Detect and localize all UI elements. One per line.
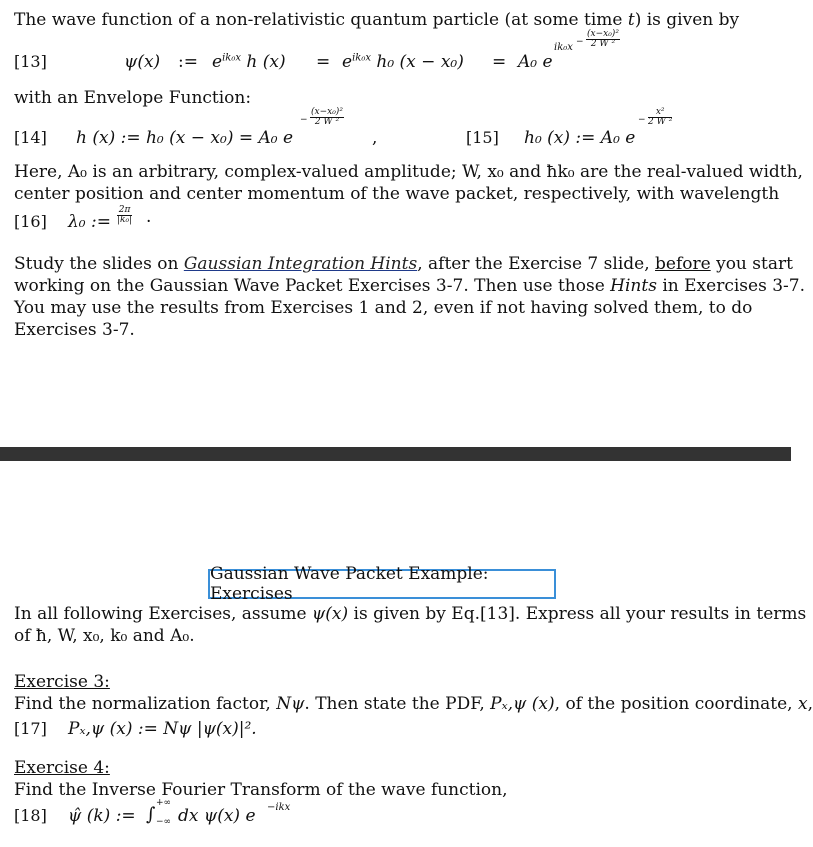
- exercise4-title: Exercise 4:: [14, 758, 110, 778]
- gaussian-hints-link[interactable]: Gaussian Integration Hints: [183, 254, 418, 274]
- eq18-exponent: −ikx: [267, 802, 291, 813]
- exercises-title-box: [208, 564, 556, 604]
- eq18-lhs: ψ̂ (k) :=: [68, 806, 136, 826]
- para2-line2: working on the Gaussian Wave Packet Exercises 3-7. Then use those Hints in Exercises 3-7.: [14, 276, 805, 296]
- eq13-exponent-fraction: − (x−x₀)² 2 W ²: [576, 29, 619, 49]
- eq15-body: h₀ (x) := A₀ e: [524, 128, 636, 148]
- para2-line1: Study the slides on Gaussian Integration Hints, after the Exercise 7 slide, before you start: [14, 254, 793, 274]
- exercises-title: Gaussian Wave Packet Example: Exercises: [210, 564, 489, 604]
- eq18-lower-limit: −∞: [156, 817, 172, 827]
- eq17-label: [17]: [14, 719, 47, 738]
- eq14-body: h (x) := h₀ (x − x₀) = A₀ e: [76, 128, 294, 148]
- para2-line3: You may use the results from Exercises 1 and 2, even if not having solved them, to do: [14, 298, 753, 318]
- eq13-equals-2: =: [492, 52, 507, 72]
- slide-separator: [0, 447, 791, 461]
- eq17-body: Pₓ,ψ (x) := Nψ |ψ(x)|².: [68, 719, 257, 739]
- eq16-dot: ·: [146, 212, 152, 232]
- eq15-exponent-fraction: − x² 2 W ²: [638, 107, 673, 127]
- eq13-exponent-ik: ik₀x: [554, 42, 573, 53]
- eq15-label: [15]: [466, 128, 499, 147]
- eq16-fraction: $\frac{2\pi}{\text{|k₀|}}$: [117, 205, 133, 225]
- eq18-label: [18]: [14, 806, 47, 825]
- eq13-part2: $e^{ik_0x}$ h₀ (x − x₀): [342, 52, 464, 72]
- eq13-part3: A₀ e: [518, 52, 553, 72]
- slide2-intro-line1: In all following Exercises, assume ψ(x) is given by Eq.[13]. Express all your results in terms: [14, 604, 807, 624]
- intro-line: The wave function of a non-relativistic quantum particle (at some time t) is given by: [14, 10, 740, 30]
- eq18-upper-limit: +∞: [156, 798, 172, 808]
- eq16-lambda: λ₀ :=: [68, 212, 111, 232]
- eq14-label: [14]: [14, 128, 47, 147]
- eq14-comma: ,: [372, 128, 378, 148]
- exercise3-title: Exercise 3:: [14, 672, 110, 692]
- eq13-def: :=: [178, 52, 198, 72]
- eq13-part1: $e^{ik_0x}$ h (x): [212, 52, 286, 72]
- eq13-label: [13]: [14, 52, 47, 71]
- eq13-equals-1: =: [316, 52, 331, 72]
- eq18-integral: ∫: [146, 804, 156, 825]
- exercise3-text: Find the normalization factor, Nψ. Then state the PDF, Pₓ,ψ (x), of the position coordinate, x,: [14, 694, 813, 714]
- para1-line1: Here, A₀ is an arbitrary, complex-valued amplitude; W, x₀ and ħk₀ are the real-valued width,: [14, 162, 803, 182]
- eq18-rhs: dx ψ(x) e: [178, 806, 256, 826]
- exercise4-text: Find the Inverse Fourier Transform of the wave function,: [14, 780, 508, 800]
- para2-line4: Exercises 3-7.: [14, 320, 135, 340]
- para1-line2: center position and center momentum of the wave packet, respectively, with wavelength: [14, 184, 780, 204]
- slide2-intro-line2: of ħ, W, x₀, k₀ and A₀.: [14, 626, 195, 646]
- eq14-exponent-fraction: − (x−x₀)² 2 W ²: [300, 107, 343, 127]
- envelope-text: with an Envelope Function:: [14, 88, 252, 108]
- eq13-psi: ψ(x): [124, 52, 161, 72]
- eq16-label: [16]: [14, 212, 47, 231]
